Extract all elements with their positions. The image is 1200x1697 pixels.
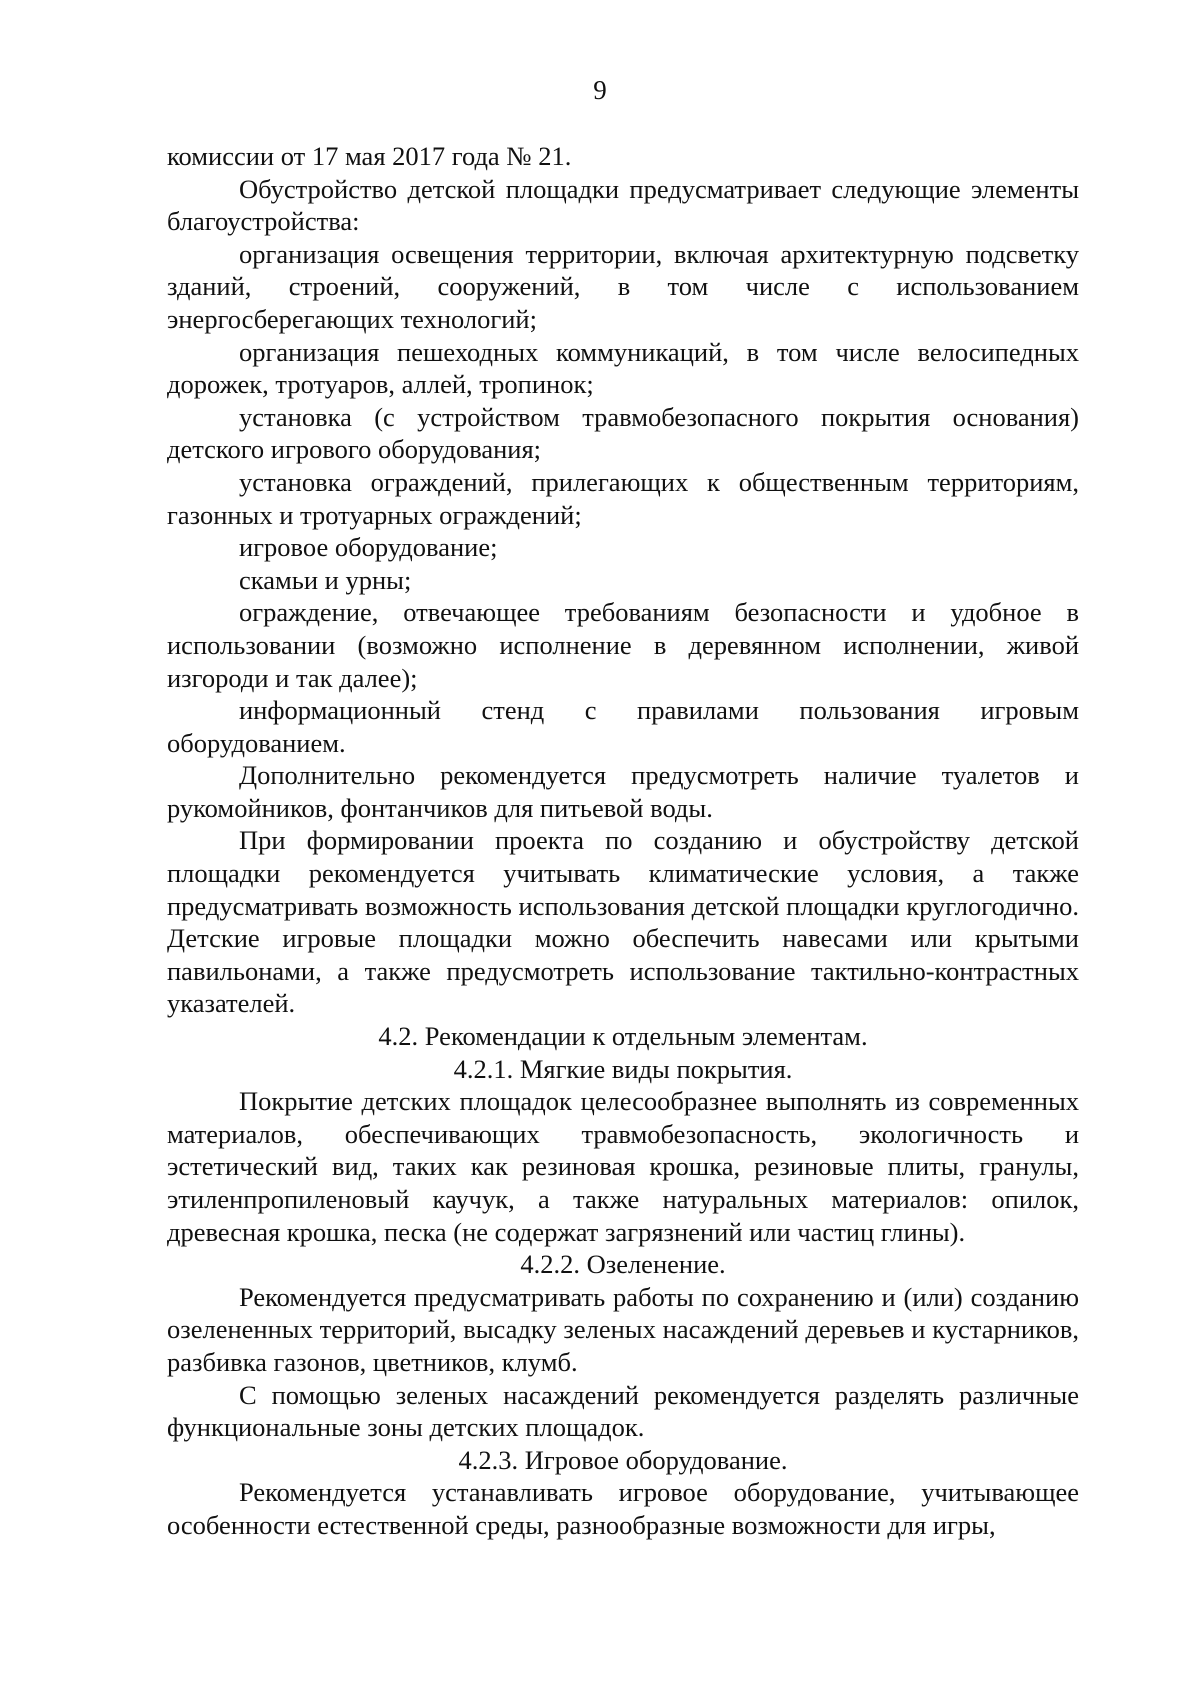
paragraph-green-zones: С помощью зеленых насаждений рекомендуется разделять различные функциональные зоны детских площадок. xyxy=(167,1379,1079,1443)
list-item-lighting: организация освещения территории, включая архитектурную подсветку зданий, строений, сооружений, в том числе с использованием энергосберегающих технологий; xyxy=(167,238,1079,334)
section-heading-4-2-2: 4.2.2. Озеленение. xyxy=(520,1249,726,1280)
page-number: 9 xyxy=(593,75,607,105)
section-heading-4-2-1: 4.2.1. Мягкие виды покрытия. xyxy=(453,1053,793,1084)
list-item-pedestrian: организация пешеходных коммуникаций, в том числе велосипедных дорожек, тротуаров, аллей, тропинок; xyxy=(167,336,1079,400)
paragraph-project-design: При формировании проекта по созданию и обустройству детской площадки рекомендуется учитывать климатические условия, а также предусматривать возможность использования детской площадки круглогодично. Детские игровые площадки можно обеспечить навесами или крытыми павильонами, а также предусмотреть использование тактильно-контрастных указателей. xyxy=(167,825,1079,1019)
paragraph-soft-surfaces: Покрытие детских площадок целесообразнее выполнять из современных материалов, обеспечивающих травмобезопасность, экологичность и эстетический вид, таких как резиновая крошка, резиновые плиты, гранулы, этиленпропиленовый каучук, а также натуральных материалов: опилок, древесная крошка, песка (не содержат загрязнений или частиц глины). xyxy=(167,1086,1079,1247)
paragraph-additional: Дополнительно рекомендуется предусмотреть наличие туалетов и рукомойников, фонтанчиков для питьевой воды. xyxy=(167,760,1079,823)
list-item-benches: скамьи и урны; xyxy=(239,564,412,595)
document-body xyxy=(167,140,1079,1542)
list-item-enclosure: ограждение, отвечающее требованиям безопасности и удобное в использовании (возможно исполнение в деревянном исполнении, живой изгороди и так далее); xyxy=(167,597,1079,693)
paragraph-continuation: комиссии от 17 мая 2017 года № 21. xyxy=(167,141,572,171)
list-item-play-equipment-install: установка (с устройством травмобезопасного покрытия основания) детского игрового оборудования; xyxy=(167,401,1079,465)
list-item-play-equipment: игровое оборудование; xyxy=(239,532,498,563)
section-heading-4-2: 4.2. Рекомендации к отдельным элементам. xyxy=(378,1021,868,1052)
list-item-info-stand: информационный стенд с правилами пользования игровым оборудованием. xyxy=(167,695,1079,758)
section-heading-4-2-3: 4.2.3. Игровое оборудование. xyxy=(458,1444,788,1475)
paragraph-greening: Рекомендуется предусматривать работы по сохранению и (или) созданию озелененных территорий, высадку зеленых насаждений деревьев и кустарников, разбивка газонов, цветников, клумб. xyxy=(167,1281,1079,1377)
paragraph-intro: Обустройство детской площадки предусматривает следующие элементы благоустройства: xyxy=(167,173,1079,237)
paragraph-play-equipment: Рекомендуется устанавливать игровое оборудование, учитывающее особенности естественной среды, разнообразные возможности для игры, xyxy=(167,1477,1079,1540)
list-item-fencing: установка ограждений, прилегающих к общественным территориям, газонных и тротуарных ограждений; xyxy=(167,466,1079,530)
